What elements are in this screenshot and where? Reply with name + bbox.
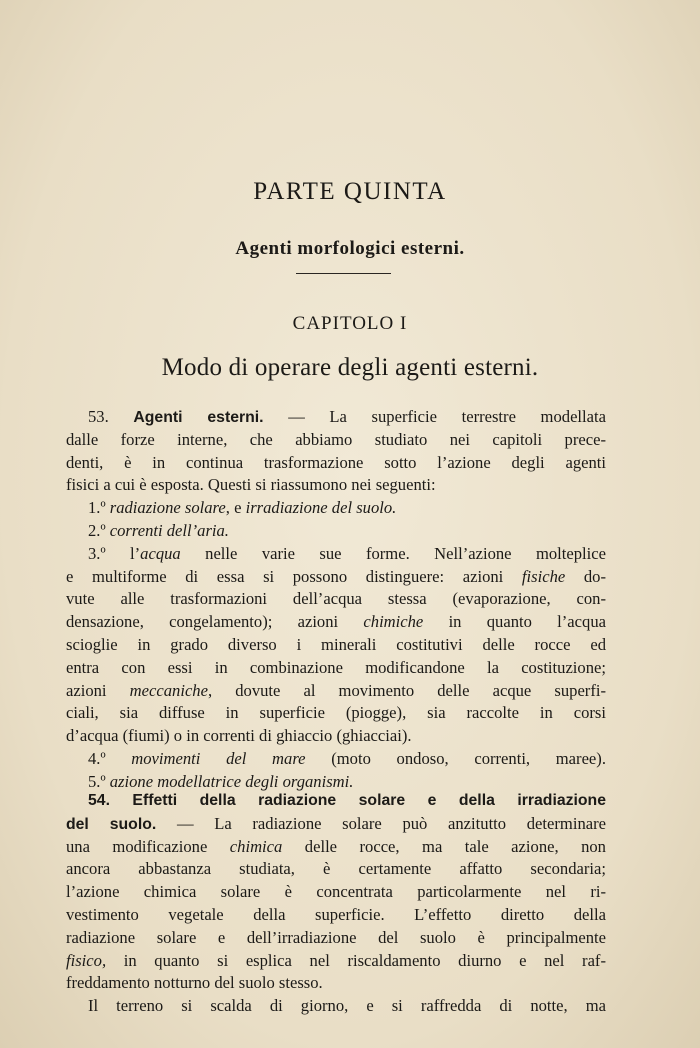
list-item bbox=[66, 520, 606, 543]
text-span: 2.º bbox=[88, 520, 110, 540]
text-span: nelle varie sue forme. Nell’azione molteplice bbox=[180, 543, 607, 563]
text-span: 3.º l’ bbox=[88, 543, 141, 563]
section-heading: Agenti esterni. bbox=[133, 409, 264, 426]
italic-term: meccaniche bbox=[129, 680, 208, 700]
text-line bbox=[66, 836, 606, 859]
italic-term: azione modellatrice degli organismi. bbox=[109, 771, 354, 791]
text-span: , e bbox=[225, 498, 246, 518]
section-53 bbox=[66, 406, 606, 794]
text-span: azioni bbox=[66, 680, 130, 700]
text-line bbox=[66, 813, 606, 836]
italic-term: fisiche bbox=[521, 566, 566, 586]
text-line bbox=[66, 611, 606, 634]
text-line: d’acqua (fiumi) o in correnti di ghiaccio (ghiacciai). bbox=[66, 726, 412, 746]
text-span: in quanto si esplica nel riscaldamento diurno e nel raf- bbox=[106, 950, 606, 970]
text-span: e multiforme di essa si possono distinguere: azioni bbox=[66, 566, 522, 586]
italic-term: correnti dell’aria. bbox=[109, 520, 229, 540]
text-span: do- bbox=[565, 566, 606, 586]
text-line: ciali, sia diffuse in superficie (piogge), sia raccolte in corsi bbox=[66, 703, 606, 723]
text-line: fisici a cui è esposta. Questi si riassumono nei seguenti: bbox=[66, 475, 436, 495]
section-heading: 54. Effetti della radiazione solare e della irradiazione bbox=[88, 792, 606, 809]
list-item bbox=[66, 497, 606, 520]
text-line bbox=[66, 680, 606, 703]
text-span: — La radiazione solare può anzitutto determinare bbox=[156, 813, 606, 833]
text-span: 4.º bbox=[88, 748, 132, 768]
chapter-title: Modo di operare degli agenti esterni. bbox=[161, 354, 539, 381]
text-span: — La superficie terrestre modellata bbox=[263, 407, 606, 426]
text-span: in quanto l’acqua bbox=[423, 612, 606, 632]
text-span: 5.º bbox=[88, 771, 110, 791]
text-line: freddamento notturno del suolo stesso. bbox=[66, 973, 323, 993]
text-line: Il terreno si scalda di giorno, e si raffredda di notte, ma bbox=[88, 996, 606, 1016]
chapter-heading: CAPITOLO I bbox=[292, 313, 408, 334]
text-span: (moto ondoso, correnti, maree). bbox=[305, 748, 606, 768]
text-line bbox=[66, 406, 606, 429]
text-span: delle rocce, ma tale azione, non bbox=[282, 836, 606, 856]
italic-term: fisico, bbox=[66, 950, 107, 970]
text-line bbox=[66, 566, 606, 589]
italic-term: irradiazione del suolo. bbox=[245, 498, 397, 518]
text-line: vestimento vegetale della superficie. L’effetto diretto della bbox=[66, 904, 606, 924]
text-line: denti, è in continua trasformazione sotto l’azione degli agenti bbox=[66, 452, 606, 472]
italic-term: movimenti del mare bbox=[131, 748, 306, 768]
italic-term: chimiche bbox=[363, 612, 424, 632]
list-item bbox=[66, 748, 606, 771]
text-span: 1.º bbox=[88, 498, 110, 518]
italic-term: acqua bbox=[140, 543, 181, 563]
part-heading: PARTE QUINTA bbox=[253, 178, 447, 205]
text-span: una modificazione bbox=[66, 836, 230, 856]
text-line: vute alle trasformazioni dell’acqua stessa (evaporazione, con- bbox=[66, 589, 606, 609]
part-subtitle: Agenti morfologici esterni. bbox=[235, 238, 465, 259]
divider bbox=[296, 273, 391, 274]
section-heading: del suolo. bbox=[66, 815, 157, 833]
text-line: radiazione solare e dell’irradiazione del suolo è principalmente bbox=[66, 927, 606, 947]
italic-term: chimica bbox=[229, 836, 283, 856]
text-line: scioglie in grado diverso i minerali costitutivi delle rocce ed bbox=[66, 634, 606, 654]
section-54 bbox=[66, 790, 606, 1018]
text-line: l’azione chimica solare è concentrata particolarmente nel ri- bbox=[66, 882, 606, 902]
text-line bbox=[66, 950, 606, 973]
text-span: , dovute al movimento delle acque superfi- bbox=[207, 680, 606, 700]
list-item bbox=[66, 543, 606, 566]
text-span: densazione, congelamento); azioni bbox=[66, 612, 364, 632]
text-line: entra con essi in combinazione modificandone la costituzione; bbox=[66, 657, 606, 677]
section-number: 53. bbox=[88, 407, 134, 426]
italic-term: radiazione solare bbox=[109, 498, 226, 518]
text-line: dalle forze interne, che abbiamo studiato nei capitoli prece- bbox=[66, 429, 606, 449]
text-line: ancora abbastanza studiata, è certamente affatto secondaria; bbox=[66, 859, 606, 879]
